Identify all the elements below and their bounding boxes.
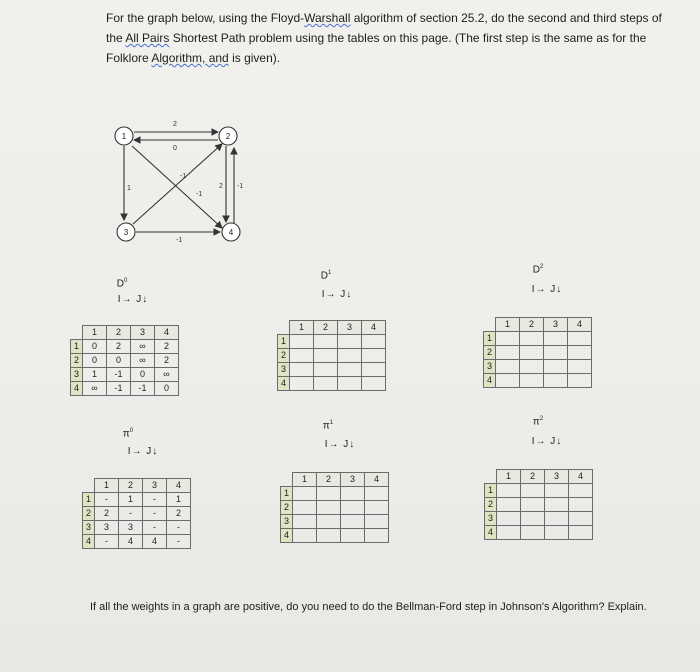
- p0-cell: -: [95, 493, 119, 507]
- d1-cell: 3: [338, 321, 362, 335]
- p2-cell: 1: [485, 484, 497, 498]
- p1-cell: [317, 515, 341, 529]
- p2-row: [485, 512, 593, 526]
- d1-cell: [338, 335, 362, 349]
- node-1-label: 1: [121, 132, 127, 141]
- d0-cell: 4: [155, 326, 179, 340]
- d2-cell: [496, 332, 520, 346]
- p2-row: [485, 526, 593, 540]
- d2-title: $D^2$: [532, 264, 544, 276]
- d1-cell: 2: [278, 349, 290, 363]
- d0-cell: 1: [83, 326, 107, 340]
- d2-cell: 2: [484, 346, 496, 360]
- p1-cell: 4: [281, 529, 293, 543]
- p2-cell: [521, 526, 545, 540]
- d1-cell: [278, 321, 290, 335]
- p2-cell: [569, 484, 593, 498]
- p1-cell: [341, 515, 365, 529]
- d1-cell: [338, 349, 362, 363]
- p1-cell: 4: [365, 473, 389, 487]
- p2-cell: [497, 526, 521, 540]
- p2-cell: 1: [497, 470, 521, 484]
- d1-cell: [362, 363, 386, 377]
- d2-cell: [544, 360, 568, 374]
- p1-cell: 3: [281, 515, 293, 529]
- d2-cell: [568, 346, 592, 360]
- intro-warshall: Warshall: [304, 11, 351, 25]
- p0-title: $\pi^0$: [122, 428, 134, 440]
- d2-cell: 1: [484, 332, 496, 346]
- p0-cell: 3: [119, 521, 143, 535]
- p0-row: [83, 493, 191, 507]
- d1-row: [278, 321, 386, 335]
- p1-cell: 2: [317, 473, 341, 487]
- d2-cell: [544, 374, 568, 388]
- d0-cell: 1: [83, 368, 107, 382]
- d1-cell: 2: [314, 321, 338, 335]
- p2-cell: [485, 470, 497, 484]
- d2-cell: [568, 360, 592, 374]
- d2-cell: [544, 346, 568, 360]
- p1-arrows: I→ J↓: [324, 439, 356, 450]
- p2-arrows: I→ J↓: [531, 436, 563, 447]
- p2-cell: [545, 526, 569, 540]
- d0-cell: 3: [131, 326, 155, 340]
- d1-cell: 4: [278, 377, 290, 391]
- p0-cell: -: [95, 535, 119, 549]
- p1-cell: [293, 487, 317, 501]
- d0-cell: 0: [83, 340, 107, 354]
- d0-table: [70, 325, 179, 396]
- p0-cell: 3: [83, 521, 95, 535]
- d2-cell: 1: [496, 318, 520, 332]
- p0-row: [83, 535, 191, 549]
- d1-row: [278, 363, 386, 377]
- p1-cell: [365, 515, 389, 529]
- node-2-label: 2: [225, 132, 231, 141]
- p2-cell: [497, 484, 521, 498]
- p0-cell: -: [119, 507, 143, 521]
- d1-cell: [290, 335, 314, 349]
- p1-cell: [281, 473, 293, 487]
- d2-cell: [568, 374, 592, 388]
- d2-cell: [496, 360, 520, 374]
- intro-paragraph: [106, 8, 666, 68]
- d0-cell: 2: [107, 326, 131, 340]
- d1-cell: [290, 363, 314, 377]
- p2-cell: 3: [485, 512, 497, 526]
- intro-algorithm: Algorithm, and: [151, 51, 229, 65]
- edge-label-3-2: -1: [180, 173, 187, 180]
- p1-cell: 2: [281, 501, 293, 515]
- d2-row: [484, 360, 592, 374]
- edge-label-2-1: 0: [173, 145, 177, 152]
- p1-cell: [293, 501, 317, 515]
- node-2: [219, 127, 237, 145]
- d1-cell: [290, 377, 314, 391]
- p0-cell: 1: [167, 493, 191, 507]
- p0-cell: 1: [95, 479, 119, 493]
- p2-cell: 4: [569, 470, 593, 484]
- d0-arrows: I→ J↓: [117, 294, 149, 305]
- d1-row: [278, 349, 386, 363]
- d0-cell: 2: [155, 340, 179, 354]
- d1-cell: [314, 349, 338, 363]
- p2-table: [484, 469, 593, 540]
- p0-row: [83, 479, 191, 493]
- p2-cell: [497, 498, 521, 512]
- d1-cell: [338, 377, 362, 391]
- p2-cell: [521, 484, 545, 498]
- p1-table: [280, 472, 389, 543]
- p2-cell: [569, 498, 593, 512]
- d0-cell: ∞: [155, 368, 179, 382]
- p2-cell: 2: [485, 498, 497, 512]
- d1-cell: 3: [278, 363, 290, 377]
- d1-cell: [314, 377, 338, 391]
- node-4: [222, 223, 240, 241]
- d2-cell: [496, 346, 520, 360]
- d2-arrows: I→ J↓: [531, 284, 563, 295]
- d0-cell: ∞: [131, 340, 155, 354]
- p1-cell: [317, 487, 341, 501]
- p2-row: [485, 484, 593, 498]
- d2-cell: 2: [520, 318, 544, 332]
- p0-arrows: I→ J↓: [127, 446, 159, 457]
- d2-row: [484, 374, 592, 388]
- p2-cell: 4: [485, 526, 497, 540]
- node-3: [117, 223, 135, 241]
- d1-table: [277, 320, 386, 391]
- p0-cell: 4: [143, 535, 167, 549]
- d2-row: [484, 346, 592, 360]
- d0-cell: ∞: [131, 354, 155, 368]
- p1-cell: [365, 501, 389, 515]
- edge-label-3-4: -1: [176, 237, 183, 244]
- p1-row: [281, 487, 389, 501]
- intro-all-pairs: All Pairs: [125, 31, 170, 45]
- p0-row: [83, 507, 191, 521]
- d1-cell: [338, 363, 362, 377]
- p2-title: $\pi^2$: [532, 416, 544, 428]
- d0-cell: 2: [155, 354, 179, 368]
- p2-cell: [521, 512, 545, 526]
- d2-row: [484, 318, 592, 332]
- p0-row: [83, 521, 191, 535]
- johnson-question: If all the weights in a graph are positive, do you need to do the Bellman-Ford step in Johnson's Algorithm? Explain.: [90, 601, 647, 613]
- edge-label-1-2: 2: [173, 121, 177, 128]
- d0-cell: -1: [131, 382, 155, 396]
- d1-cell: [314, 335, 338, 349]
- d2-cell: [520, 332, 544, 346]
- p0-cell: 4: [119, 535, 143, 549]
- p0-cell: -: [167, 535, 191, 549]
- d2-cell: [568, 332, 592, 346]
- d0-cell: 0: [83, 354, 107, 368]
- p1-cell: [365, 487, 389, 501]
- d0-row: [71, 354, 179, 368]
- p1-title: $\pi^1$: [322, 420, 334, 432]
- p2-cell: [545, 512, 569, 526]
- p1-row: [281, 501, 389, 515]
- p2-cell: [545, 498, 569, 512]
- d2-cell: 4: [484, 374, 496, 388]
- d2-cell: [520, 374, 544, 388]
- d2-cell: [520, 360, 544, 374]
- d2-cell: 4: [568, 318, 592, 332]
- node-1: [115, 127, 133, 145]
- p0-cell: -: [143, 521, 167, 535]
- p2-cell: 2: [521, 470, 545, 484]
- p0-cell: [83, 479, 95, 493]
- d1-title: $D^1$: [320, 270, 332, 282]
- graph-diagram: [100, 112, 260, 248]
- p1-cell: [293, 529, 317, 543]
- p1-cell: [317, 501, 341, 515]
- d1-cell: [314, 363, 338, 377]
- p0-cell: 2: [95, 507, 119, 521]
- intro-text-2: algorithm of section 25.2, do the second and third steps of the: [106, 11, 662, 45]
- p2-cell: [569, 512, 593, 526]
- d0-cell: 0: [107, 354, 131, 368]
- d0-row: [71, 368, 179, 382]
- p1-row: [281, 515, 389, 529]
- p1-cell: [293, 515, 317, 529]
- p0-cell: 3: [95, 521, 119, 535]
- p1-cell: [341, 529, 365, 543]
- d2-cell: 3: [484, 360, 496, 374]
- d2-cell: 3: [544, 318, 568, 332]
- d0-cell: -1: [107, 382, 131, 396]
- p1-row: [281, 529, 389, 543]
- d2-cell: [496, 374, 520, 388]
- p0-cell: -: [143, 507, 167, 521]
- d0-cell: 0: [131, 368, 155, 382]
- p0-cell: 2: [167, 507, 191, 521]
- d0-cell: 0: [155, 382, 179, 396]
- p1-cell: [317, 529, 341, 543]
- d0-cell: 3: [71, 368, 83, 382]
- d1-cell: [362, 349, 386, 363]
- d0-title: $D^0$: [116, 278, 128, 290]
- edge-label-2-4: 2: [219, 183, 223, 190]
- d2-table: [483, 317, 592, 388]
- p2-cell: [497, 512, 521, 526]
- p0-cell: 4: [83, 535, 95, 549]
- p2-cell: [521, 498, 545, 512]
- p1-cell: 1: [281, 487, 293, 501]
- d0-cell: 4: [71, 382, 83, 396]
- d0-cell: 2: [71, 354, 83, 368]
- d2-cell: [484, 318, 496, 332]
- d1-cell: [290, 349, 314, 363]
- p2-row: [485, 498, 593, 512]
- p0-cell: -: [143, 493, 167, 507]
- p2-cell: [569, 526, 593, 540]
- edge-label-4-2: -1: [237, 183, 244, 190]
- edge-label-1-3: 1: [127, 185, 131, 192]
- intro-text-1: For the graph below, using the Floyd-: [106, 11, 305, 25]
- intro-text-3: Shortest Path problem using the tables on this page. (The first step is the same as for the Folklore: [106, 31, 647, 65]
- d1-row: [278, 377, 386, 391]
- d1-arrows: I→ J↓: [321, 289, 353, 300]
- d2-row: [484, 332, 592, 346]
- d1-cell: 1: [278, 335, 290, 349]
- edge-1-4: [132, 146, 222, 228]
- p1-cell: [365, 529, 389, 543]
- intro-text-4: is given).: [228, 51, 281, 65]
- d1-cell: 4: [362, 321, 386, 335]
- p1-cell: [341, 487, 365, 501]
- d2-cell: [544, 332, 568, 346]
- d1-cell: [362, 377, 386, 391]
- p0-cell: 2: [119, 479, 143, 493]
- p1-row: [281, 473, 389, 487]
- d0-cell: 1: [71, 340, 83, 354]
- p0-table: [82, 478, 191, 549]
- p0-cell: 2: [83, 507, 95, 521]
- node-4-label: 4: [228, 228, 234, 237]
- p0-cell: 1: [119, 493, 143, 507]
- p0-cell: 4: [167, 479, 191, 493]
- d0-cell: ∞: [83, 382, 107, 396]
- d1-cell: [362, 335, 386, 349]
- p0-cell: -: [167, 521, 191, 535]
- p0-cell: 1: [83, 493, 95, 507]
- p2-cell: 3: [545, 470, 569, 484]
- d1-cell: 1: [290, 321, 314, 335]
- edge-3-2: [133, 144, 222, 224]
- d0-cell: [71, 326, 83, 340]
- p2-cell: [545, 484, 569, 498]
- edge-label-1-4: -1: [196, 191, 203, 198]
- d2-cell: [520, 346, 544, 360]
- d0-row: [71, 382, 179, 396]
- d0-row: [71, 326, 179, 340]
- p1-cell: 3: [341, 473, 365, 487]
- d0-cell: -1: [107, 368, 131, 382]
- p0-cell: 3: [143, 479, 167, 493]
- p1-cell: [341, 501, 365, 515]
- d1-row: [278, 335, 386, 349]
- d0-cell: 2: [107, 340, 131, 354]
- d0-row: [71, 340, 179, 354]
- p1-cell: 1: [293, 473, 317, 487]
- node-3-label: 3: [123, 228, 129, 237]
- p2-row: [485, 470, 593, 484]
